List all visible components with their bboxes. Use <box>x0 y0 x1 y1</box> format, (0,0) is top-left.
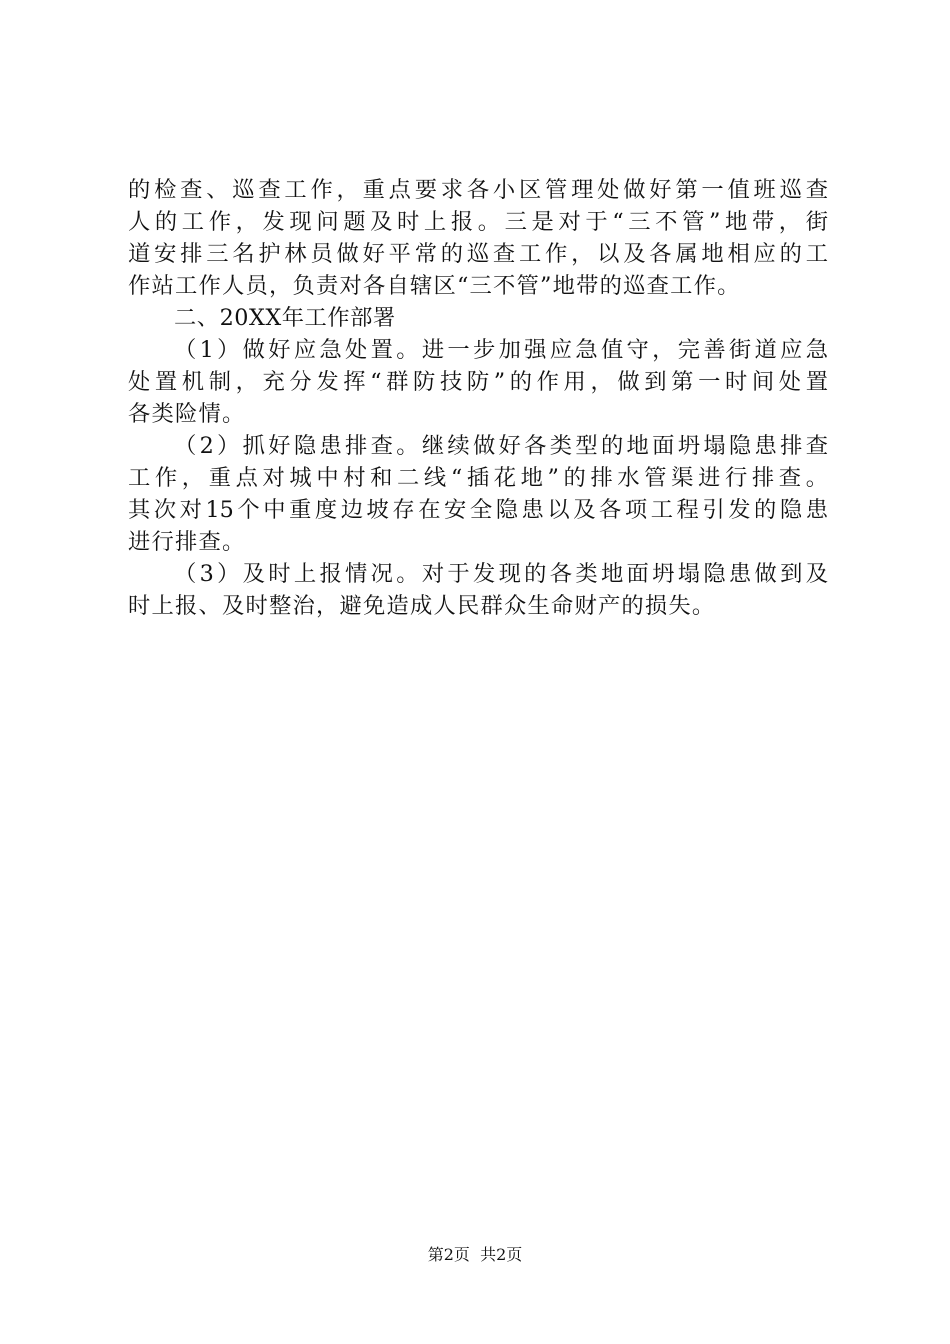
paragraph-line: 工作，重点对城中村和二线“插花地”的排水管渠进行排查。 <box>128 465 828 491</box>
paragraph-line: 处置机制，充分发挥“群防技防”的作用，做到第一时间处置 <box>128 369 828 395</box>
paragraph-line: （3）及时上报情况。对于发现的各类地面坍塌隐患做到及 <box>174 561 828 587</box>
document-body <box>128 174 828 622</box>
paragraph-line: 的检查、巡查工作，重点要求各小区管理处做好第一值班巡查 <box>128 177 828 203</box>
paragraph-line: 各类险情。 <box>128 401 246 427</box>
paragraph-line: 作站工作人员，负责对各自辖区“三不管”地带的巡查工作。 <box>128 273 741 299</box>
paragraph-line: 进行排查。 <box>128 529 246 555</box>
section-heading: 二、20XX年工作部署 <box>174 305 396 331</box>
paragraph-line: （2）抓好隐患排查。继续做好各类型的地面坍塌隐患排查 <box>174 433 828 459</box>
paragraph-line: （1）做好应急处置。进一步加强应急值守，完善街道应急 <box>174 337 828 363</box>
paragraph-line: 人的工作，发现问题及时上报。三是对于“三不管”地带，街 <box>128 209 828 235</box>
paragraph-line: 时上报、及时整治，避免造成人民群众生命财产的损失。 <box>128 593 716 619</box>
page-number-footer: 第2页 共2页 <box>427 1245 523 1264</box>
paragraph-line: 其次对15个中重度边坡存在安全隐患以及各项工程引发的隐患 <box>128 497 828 523</box>
paragraph-line: 道安排三名护林员做好平常的巡查工作，以及各属地相应的工 <box>128 241 828 267</box>
